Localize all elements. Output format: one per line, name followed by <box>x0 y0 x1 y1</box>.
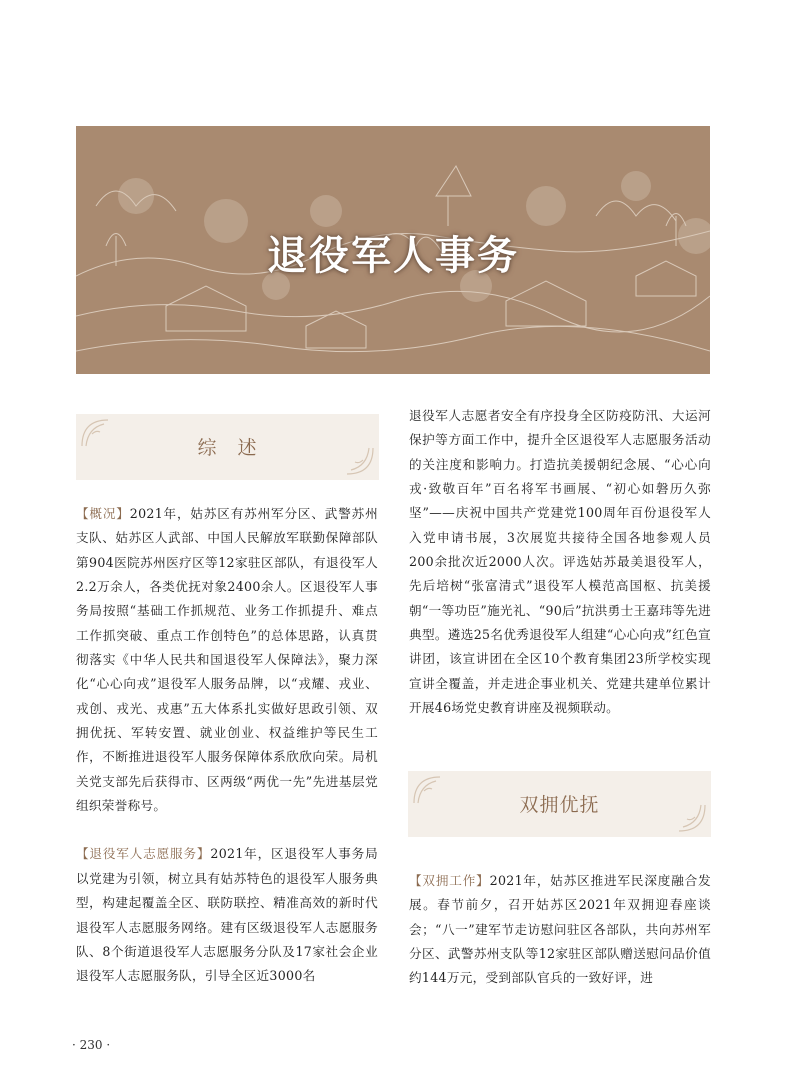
right-column-lower <box>409 869 711 991</box>
paragraph-overview <box>76 502 378 818</box>
left-column <box>76 502 378 989</box>
paragraph-tag: 【双拥工作】 <box>409 873 490 888</box>
paragraph-text: 2021年，区退役军人事务局以党建为引领，树立具有姑苏特色的退役军人服务典型，构建起覆盖全区、联防联控、精准高效的新时代退役军人志愿服务网络。建有区级退役军人志愿服务队、8个街道退役军人志愿服务分队及17家社会企业退役军人志愿服务队，引导全区近3000名 <box>76 846 378 984</box>
paragraph-volunteer-service <box>76 842 378 988</box>
paragraph-continuation: 退役军人志愿者安全有序投身全区防疫防汛、大运河保护等方面工作中，提升全区退役军人志愿服务活动的关注度和影响力。打造抗美援朝纪念展、“心心向戎·致敬百年”百名将军书画展、“初心如磐历久弥坚”——庆祝中国共产党建党100周年百份退役军人入党申请书展，3次展览共接待全国各地参观人员200余批次近2000人次。评选姑苏最美退役军人，先后培树“张富清式”退役军人模范高国枢、抗美援朝“一等功臣”施光礼、“90后”抗洪勇士王嘉玮等先进典型。遴选25名优秀退役军人组建“心心向戎”红色宣讲团，该宣讲团在全区10个教育集团23所学校实现宣讲全覆盖，并走进企事业机关、党建共建单位累计开展46场党史教育讲座及视频联动。 <box>409 408 711 716</box>
chapter-banner <box>76 126 710 374</box>
section-header-overview <box>76 414 379 480</box>
paragraph-text: 2021年，姑苏区有苏州军分区、武警苏州支队、姑苏区人武部、中国人民解放军联勤保障部队第904医院苏州医疗区等12家驻区部队，有退役军人2.2万余人，各类优抚对象2400余人。区退役军人事务局按照“基础工作抓规范、业务工作抓提升、难点工作抓突破、重点工作创特色”的总体思路，认真贯彻落实《中华人民共和国退役军人保障法》，聚力深化“心心向戎”退役军人服务品牌，以“戎耀、戎业、戎创、戎光、戎惠”五大体系扎实做好思政引领、双拥优抚、军转安置、就业创业、权益维护等民生工作，不断推进退役军人服务保障体系欣欣向荣。局机关党支部先后获得市、区两级“两优一先”先进基层党组织荣誉称号。 <box>76 506 378 814</box>
section-title: 双拥优抚 <box>519 794 600 816</box>
chapter-title: 退役军人事务 <box>267 233 519 279</box>
section-header-support <box>408 771 711 837</box>
paragraph-tag: 【概况】 <box>76 506 130 521</box>
paragraph-support-work <box>409 869 711 991</box>
paragraph-tag: 【退役军人志愿服务】 <box>76 846 211 862</box>
section-title: 综 述 <box>197 437 258 459</box>
paragraph-text: 2021年，姑苏区推进军民深度融合发展。春节前夕，召开姑苏区2021年双拥迎春座谈会；“八一”建军节走访慰问驻区各部队，共向苏州军分区、武警苏州支队等12家驻区部队赠送慰问品价值约144万元，受到部队官兵的一致好评，进 <box>409 873 711 986</box>
right-column <box>409 404 711 720</box>
page-number: · 230 · <box>72 1038 111 1052</box>
